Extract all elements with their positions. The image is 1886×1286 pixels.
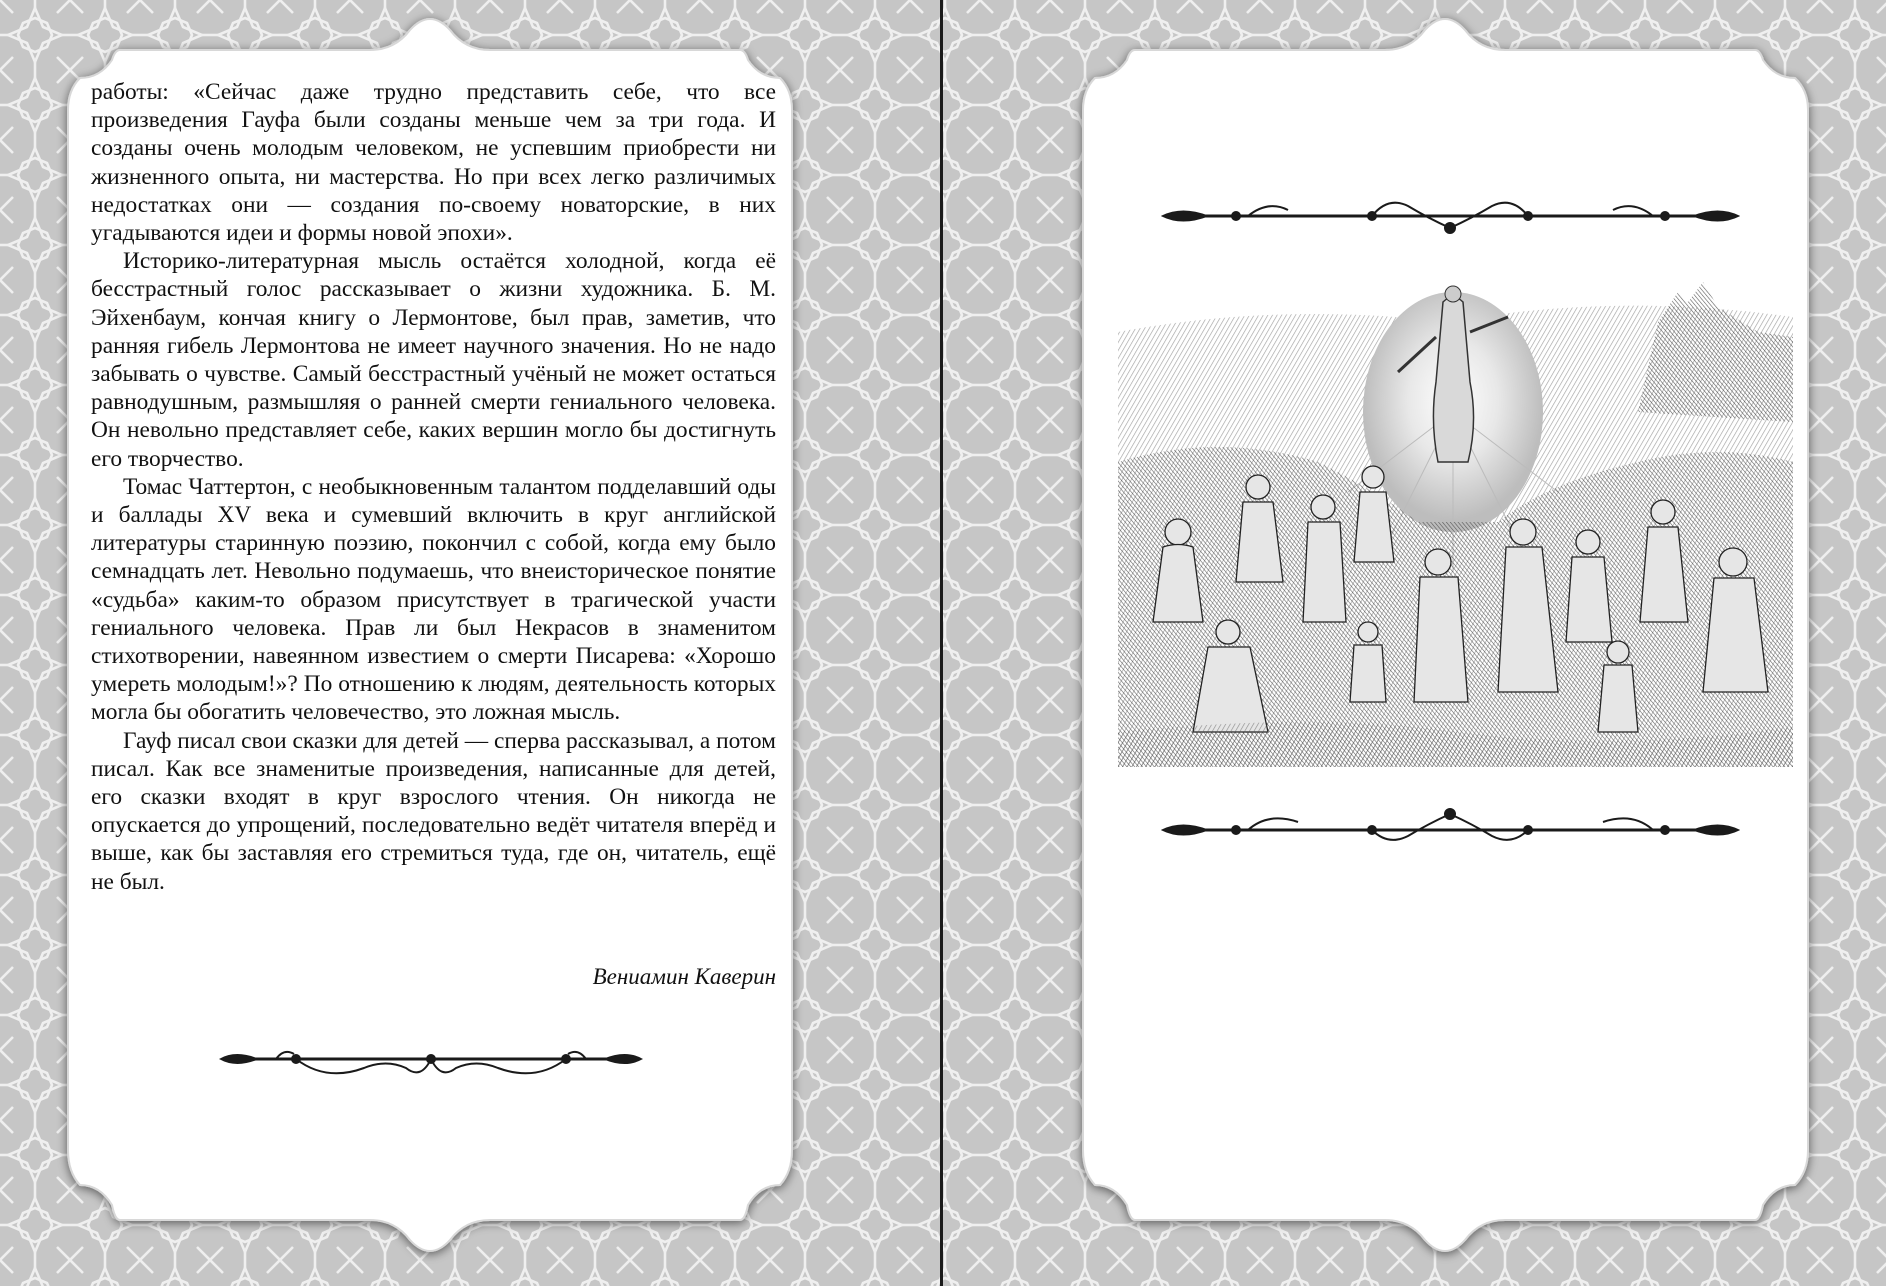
article-text [91, 78, 776, 896]
paragraph-4: Гауф писал свои сказки для детей — сперва рассказывал, а потом писал. Как все знаменитые произведения, написанные для детей, его сказки входят в круг взрослого чтения. Он никогда не опускается до упрощений, последовательно ведёт читателя вперёд и выше, как бы заставляя его стремиться туда, где он, читатель, ещё не был. [91, 727, 776, 895]
paragraph-3: Томас Чаттертон, с необыкновенным талантом подделавший оды и баллады XV века и сумевший включить в круг английской литературы старинную поэзию, покончил с собой, когда ему было семнадцать лет. Невольно подумаешь, что внеисторическое понятие «судьба» каким-то образом присутствует в трагической участи гениального человека. Прав ли был Некрасов в знаменитом стихотворении, навеянном известием о смерти Писарева: «Хорошо умереть молодым!»? По отношению к людям, деятельность которых могла бы обогатить человечество, это ложная мысль. [91, 473, 776, 726]
scroll-ornament-divider-icon [1158, 802, 1743, 848]
scroll-ornament-divider-icon [216, 1036, 646, 1086]
engraving-illustration [1118, 262, 1793, 767]
book-spine-gutter [940, 0, 943, 1286]
author-signature: Вениамин Каверин [592, 964, 776, 989]
paragraph-1: работы: «Сейчас даже трудно представить себе, что все произведения Гауфа были созданы меньше чем за три года. И созданы очень молодым человеком, не успевшим приобрести ни жизненного опыта, ни мастерства. Но при всех легко различимых недостатках они — создания по-своему новаторские, в них угадываются идеи и формы новой эпохи». [91, 79, 776, 247]
scroll-ornament-divider-icon [1158, 192, 1743, 238]
paragraph-2: Историко-литературная мысль остаётся холодной, когда её бесстрастный голос рассказывает о жизни художника. Б. М. Эйхенбаум, кончая книгу о Лермонтове, был прав, заметив, что ранняя гибель Лермонтова не имеет научного значения. Но не надо забывать о чувстве. Самый бесстрастный учёный не может остаться равнодушным, размышляя о ранней смерти гениального человека. Он невольно представляет себе, каких вершин могло бы достигнуть его творчество. [91, 248, 776, 472]
